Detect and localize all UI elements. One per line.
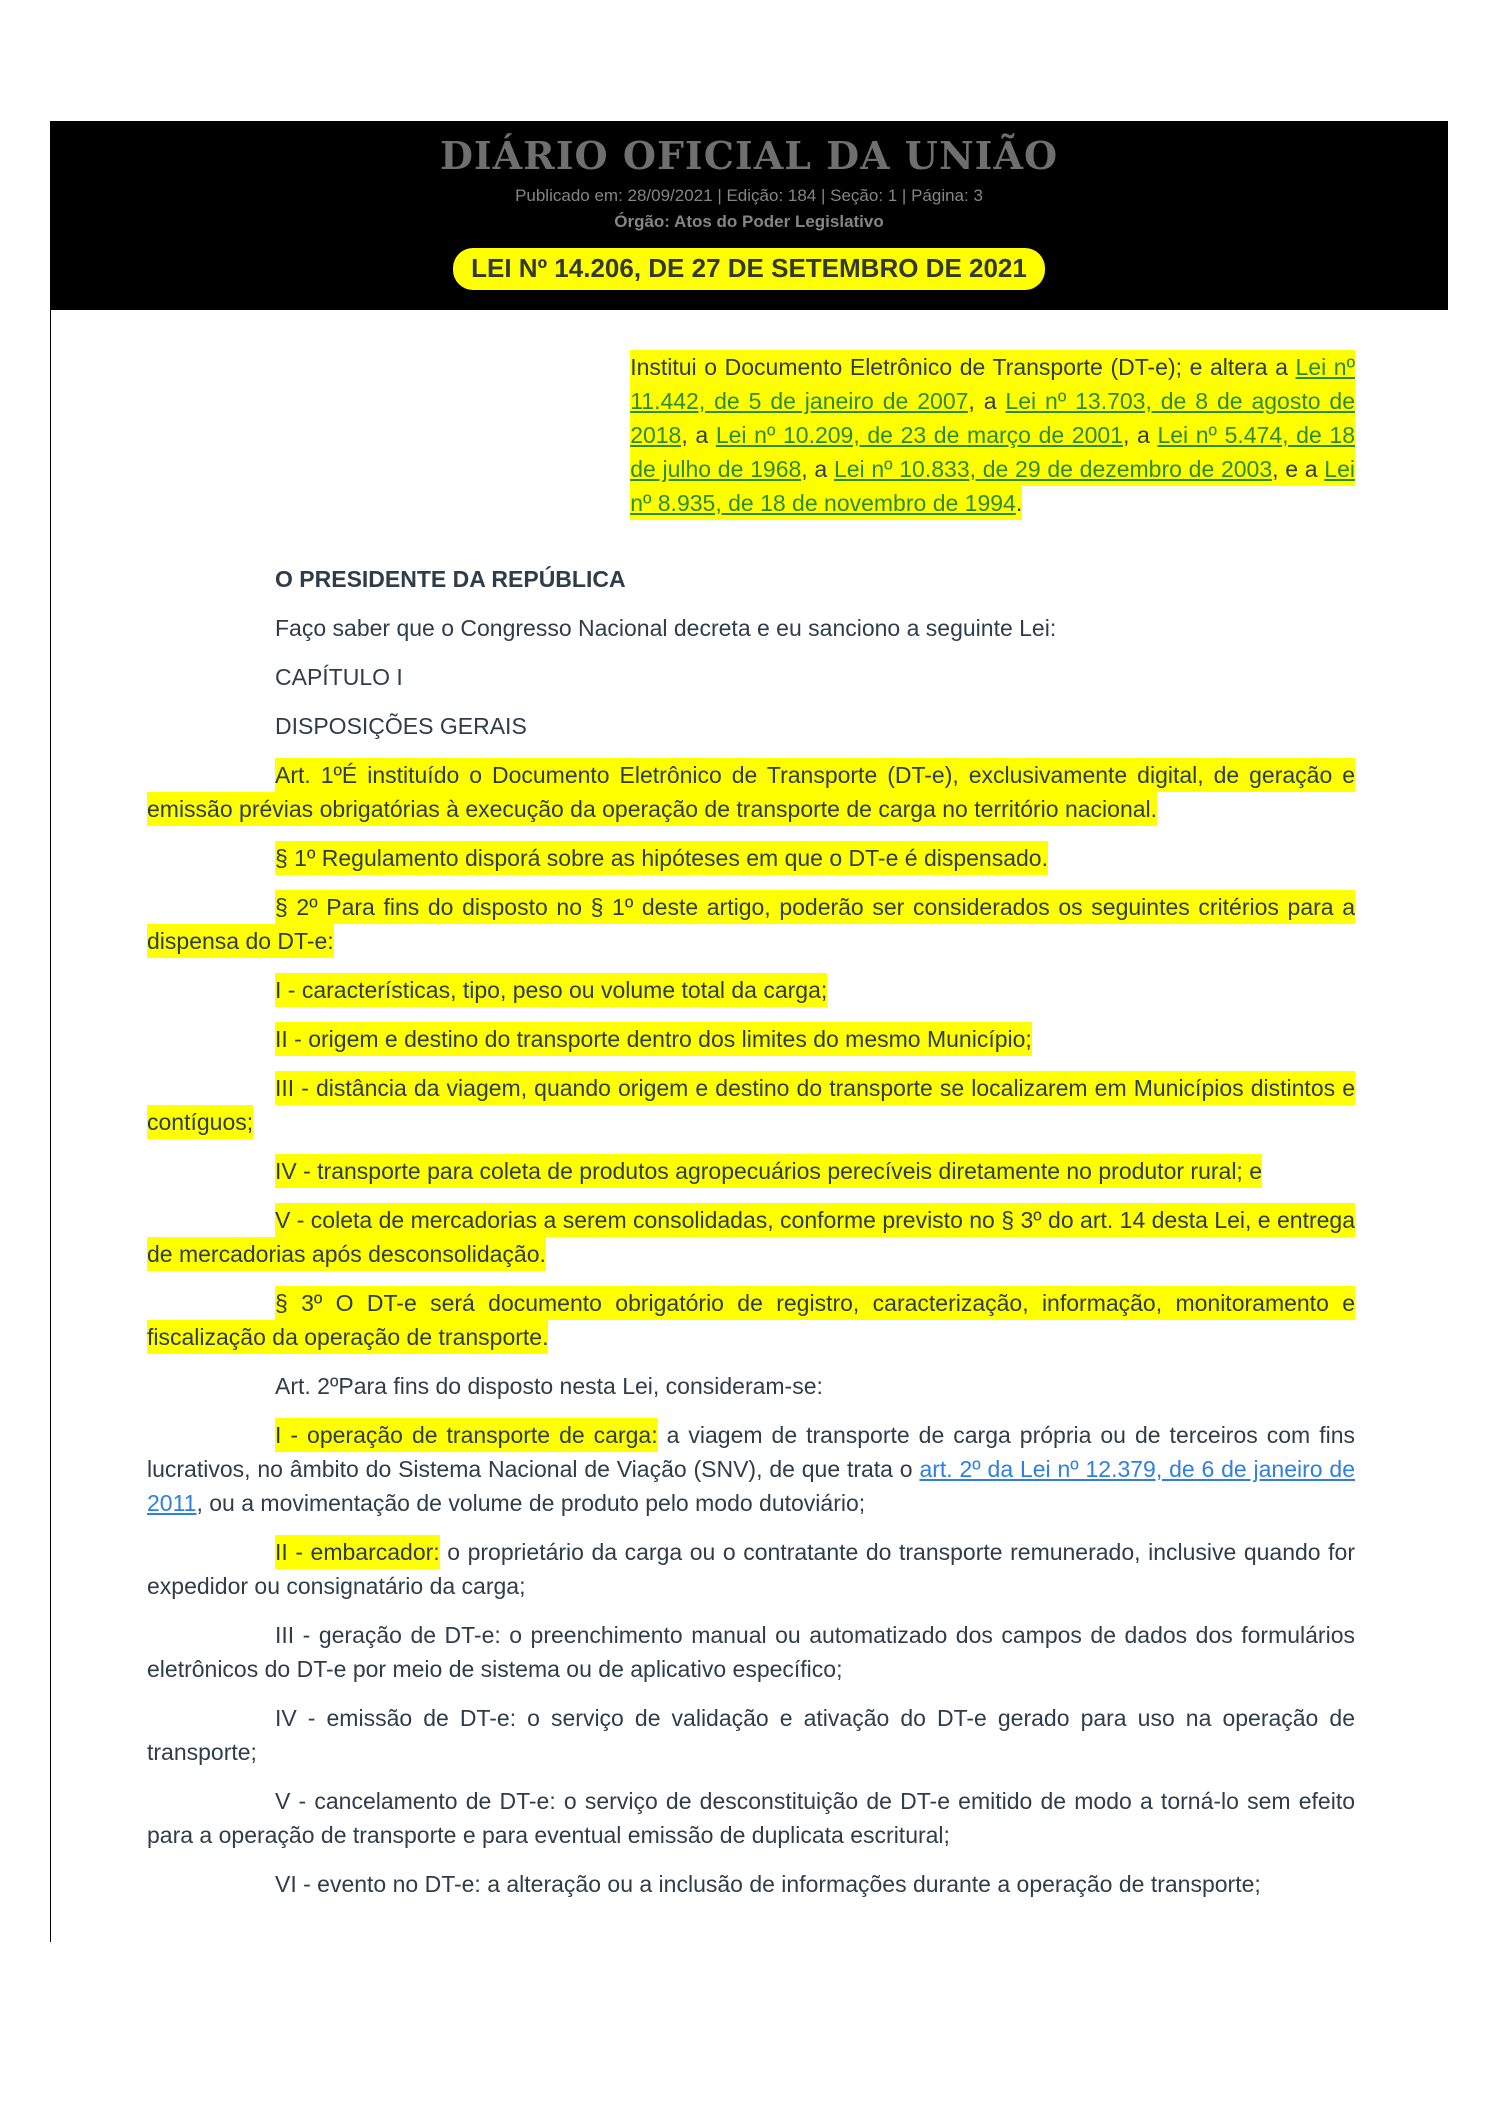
publication-info: Publicado em: 28/09/2021 | Edição: 184 | Seção: 1 | Página: 3 xyxy=(515,186,983,205)
paragraph xyxy=(147,758,1355,826)
text-segment: , a xyxy=(801,452,834,486)
organ-info: Órgão: Atos do Poder Legislativo xyxy=(614,212,884,231)
text-segment: V - coleta de mercadorias a serem consolidadas, conforme previsto no § 3º do art. 14 desta Lei, e entrega de mercadorias após desconsolidação. xyxy=(147,1203,1355,1271)
text-segment: O PRESIDENTE DA REPÚBLICA xyxy=(275,566,626,592)
paragraph xyxy=(147,1022,1355,1056)
text-segment: , ou a movimentação de volume de produto pelo modo dutoviário; xyxy=(196,1490,866,1516)
text-segment: II - origem e destino do transporte dentro dos limites do mesmo Município; xyxy=(275,1022,1032,1056)
paragraph xyxy=(147,1867,1355,1901)
law-link[interactable]: Lei nº 13.703, de 8 de agosto de 2018 xyxy=(630,384,1355,452)
paragraph xyxy=(147,1154,1355,1188)
paragraph xyxy=(147,1701,1355,1769)
paragraph xyxy=(147,1203,1355,1271)
text-segment: IV - emissão de DT-e: o serviço de validação e ativação do DT-e gerado para uso na operação de transporte; xyxy=(147,1705,1355,1765)
text-segment: VI - evento no DT-e: a alteração ou a inclusão de informações durante a operação de transporte; xyxy=(275,1871,1261,1897)
law-title-wrap xyxy=(50,248,1448,290)
document-content xyxy=(50,310,1448,1942)
text-segment: I - características, tipo, peso ou volume total da carga; xyxy=(275,973,827,1007)
law-link[interactable]: art. 2º da Lei nº 12.379, de 6 de janeiro de 2011 xyxy=(147,1456,1355,1516)
paragraph xyxy=(147,660,1355,694)
gazette-title: DIÁRIO OFICIAL DA UNIÃO xyxy=(439,133,1059,178)
paragraph xyxy=(147,709,1355,743)
text-segment: IV - transporte para coleta de produtos agropecuários perecíveis diretamente no produtor rural; e xyxy=(275,1154,1262,1188)
text-segment: Art. 2ºPara fins do disposto nesta Lei, consideram-se: xyxy=(275,1373,823,1399)
law-link[interactable]: Lei nº 5.474, de 18 de julho de 1968 xyxy=(630,418,1355,486)
text-segment: I - operação de transporte de carga: xyxy=(275,1418,658,1452)
text-segment: Institui o Documento Eletrônico de Transporte (DT-e); e altera a xyxy=(630,350,1295,384)
text-segment: , a xyxy=(1123,418,1157,452)
ementa xyxy=(630,350,1355,520)
text-segment: , e a xyxy=(1272,452,1324,486)
text-segment: § 1º Regulamento disporá sobre as hipóteses em que o DT-e é dispensado. xyxy=(275,841,1048,875)
text-segment: Art. 1ºÉ instituído o Documento Eletrônico de Transporte (DT-e), exclusivamente digital, de geração e emissão prévias obrigatórias à execução da operação de transporte de carga no território nacional. xyxy=(147,758,1355,826)
paragraph xyxy=(147,1784,1355,1852)
paragraph xyxy=(147,1286,1355,1354)
text-segment: . xyxy=(1016,486,1022,520)
text-segment: a viagem de transporte de carga própria ou de terceiros com fins lucrativos, no âmbito do Sistema Nacional de Viação (SNV), de que trata o xyxy=(147,1422,1355,1482)
document-body xyxy=(147,562,1355,1901)
text-segment: III - geração de DT-e: o preenchimento manual ou automatizado dos campos de dados dos formulários eletrônicos do DT-e por meio de sistema ou de aplicativo específico; xyxy=(147,1622,1355,1682)
paragraph xyxy=(147,973,1355,1007)
paragraph xyxy=(147,1418,1355,1520)
text-segment: III - distância da viagem, quando origem e destino do transporte se localizarem em Municípios distintos e contíguos; xyxy=(147,1071,1355,1139)
paragraph xyxy=(147,1618,1355,1686)
text-segment: § 3º O DT-e será documento obrigatório de registro, caracterização, informação, monitoramento e fiscalização da operação de transporte. xyxy=(147,1286,1355,1354)
text-segment: , a xyxy=(681,418,715,452)
text-segment: § 2º Para fins do disposto no § 1º deste artigo, poderão ser considerados os seguintes critérios para a dispensa do DT-e: xyxy=(147,890,1355,958)
document-container xyxy=(50,121,1448,1942)
text-segment: CAPÍTULO I xyxy=(275,664,403,690)
law-title: LEI Nº 14.206, DE 27 DE SETEMBRO DE 2021 xyxy=(453,248,1045,290)
text-segment: Faço saber que o Congresso Nacional decreta e eu sanciono a seguinte Lei: xyxy=(275,615,1057,641)
paragraph xyxy=(147,611,1355,645)
law-link[interactable]: Lei nº 10.833, de 29 de dezembro de 2003 xyxy=(834,452,1272,486)
text-segment: DISPOSIÇÕES GERAIS xyxy=(275,713,527,739)
paragraph xyxy=(147,1535,1355,1603)
law-link[interactable]: Lei nº 8.935, de 18 de novembro de 1994 xyxy=(630,452,1355,520)
masthead xyxy=(50,121,1448,310)
text-segment: V - cancelamento de DT-e: o serviço de desconstituição de DT-e emitido de modo a torná-lo sem efeito para a operação de transporte e para eventual emissão de duplicata escritural; xyxy=(147,1788,1355,1848)
law-link[interactable]: Lei nº 11.442, de 5 de janeiro de 2007 xyxy=(630,350,1355,418)
paragraph xyxy=(147,890,1355,958)
law-link[interactable]: Lei nº 10.209, de 23 de março de 2001 xyxy=(716,418,1123,452)
paragraph xyxy=(147,841,1355,875)
text-segment: , a xyxy=(968,384,1005,418)
paragraph xyxy=(147,1369,1355,1403)
paragraph xyxy=(147,562,1355,596)
text-segment: II - embarcador: xyxy=(275,1535,440,1569)
paragraph xyxy=(147,1071,1355,1139)
text-segment: o proprietário da carga ou o contratante do transporte remunerado, inclusive quando for expedidor ou consignatário da carga; xyxy=(147,1539,1355,1599)
